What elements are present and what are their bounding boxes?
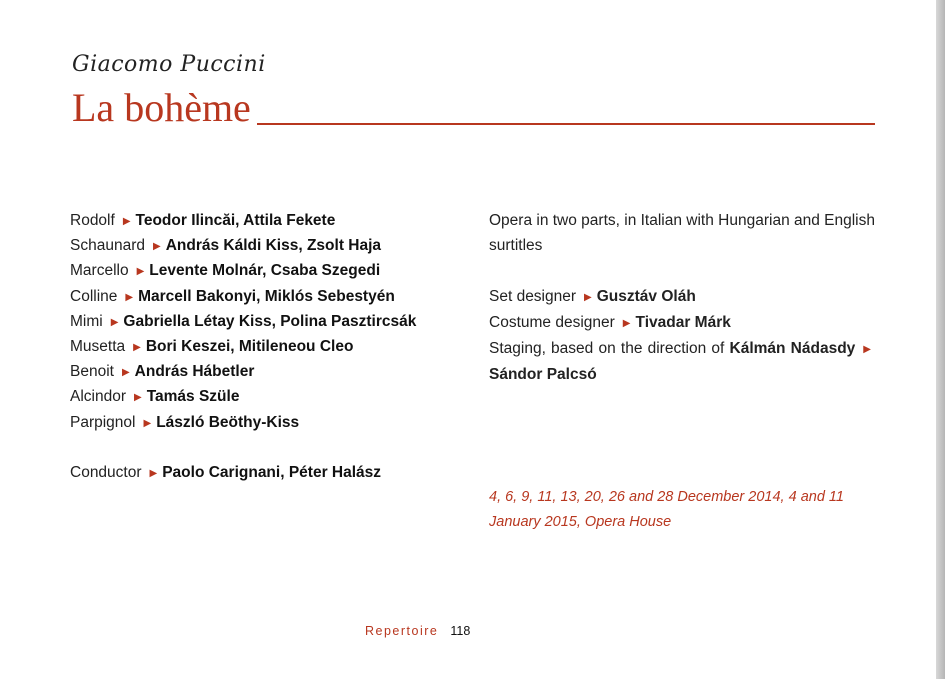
cast-item	[70, 309, 470, 334]
footer-section-label: Repertoire	[365, 624, 439, 638]
production-info	[489, 208, 876, 387]
cast-item	[70, 233, 470, 258]
page-footer	[365, 624, 470, 638]
page-number: 118	[450, 624, 471, 638]
opera-title: La bohème	[72, 85, 251, 130]
conductor-item	[70, 460, 470, 485]
costume-designer-name: Tivadar Márk	[635, 313, 731, 331]
title-rule	[257, 123, 875, 125]
cast-names: Marcell Bakonyi, Miklós Sebestyén	[138, 287, 395, 305]
cast-list	[70, 208, 470, 485]
opera-description: Opera in two parts, in Italian with Hungarian and English surtitles	[489, 212, 875, 255]
cast-names: Gabriella Létay Kiss, Polina Pasztircsák	[123, 312, 417, 330]
cast-role: Benoit	[70, 363, 114, 381]
right-triangle-arrow-icon: ▶	[121, 367, 130, 379]
cast-role: Rodolf	[70, 212, 115, 229]
right-triangle-arrow-icon: ▶	[863, 344, 871, 355]
right-triangle-arrow-icon: ▶	[136, 266, 145, 278]
cast-names: Bori Keszei, Mitileneou Cleo	[145, 337, 354, 355]
right-triangle-arrow-icon: ▶	[134, 392, 142, 404]
staging-original-director: Kálmán Nádasdy	[729, 340, 856, 357]
right-triangle-arrow-icon: ▶	[143, 417, 152, 429]
performance-dates: 4, 6, 9, 11, 13, 20, 26 and 28 December 2014, 4 and 11 January 2015, Opera House	[489, 489, 844, 530]
conductor-names: Paolo Carignani, Péter Halász	[162, 463, 382, 481]
set-designer-role: Set designer	[489, 287, 577, 305]
cast-item	[70, 334, 470, 359]
page-edge	[936, 0, 945, 679]
cast-role: Alcindor	[70, 388, 126, 406]
right-triangle-arrow-icon: ▶	[122, 216, 131, 227]
cast-names: Levente Molnár, Csaba Szegedi	[149, 262, 381, 280]
right-triangle-arrow-icon: ▶	[149, 467, 158, 479]
cast-role: Mimi	[70, 312, 103, 330]
right-triangle-arrow-icon: ▶	[110, 316, 119, 328]
set-designer-name: Gusztáv Oláh	[596, 287, 696, 305]
right-triangle-arrow-icon: ▶	[622, 317, 631, 329]
staging-role: Staging, based on the direction of	[489, 340, 725, 357]
cast-names: Tamás Szüle	[146, 388, 240, 406]
staging-name: Sándor Palcsó	[489, 366, 597, 384]
cast-names: László Beöthy-Kiss	[156, 413, 300, 431]
cast-item	[70, 359, 470, 384]
right-triangle-arrow-icon: ▶	[133, 341, 141, 353]
title-row	[72, 85, 875, 130]
costume-designer-line	[489, 310, 876, 336]
right-triangle-arrow-icon: ▶	[584, 291, 592, 303]
cast-item	[70, 410, 470, 435]
composer-name: Giacomo Puccini	[72, 52, 266, 77]
cast-role: Musetta	[70, 337, 126, 355]
cast-item	[70, 258, 470, 283]
cast-role: Schaunard	[70, 237, 145, 255]
staging-line	[489, 336, 876, 387]
conductor-role: Conductor	[70, 463, 142, 481]
spacer	[489, 258, 876, 283]
costume-designer-role: Costume designer	[489, 313, 615, 331]
cast-role: Colline	[70, 287, 118, 305]
cast-item	[70, 384, 470, 409]
cast-names: András Hábetler	[134, 363, 255, 381]
cast-names: András Káldi Kiss, Zsolt Haja	[165, 237, 382, 255]
cast-names: Teodor Ilincăi, Attila Fekete	[135, 212, 336, 229]
cast-role: Marcello	[70, 262, 129, 280]
cast-item	[70, 208, 470, 233]
cast-role: Parpignol	[70, 413, 136, 431]
right-triangle-arrow-icon: ▶	[152, 241, 161, 253]
cast-item	[70, 284, 470, 309]
right-triangle-arrow-icon: ▶	[125, 291, 134, 303]
set-designer-line	[489, 284, 876, 310]
